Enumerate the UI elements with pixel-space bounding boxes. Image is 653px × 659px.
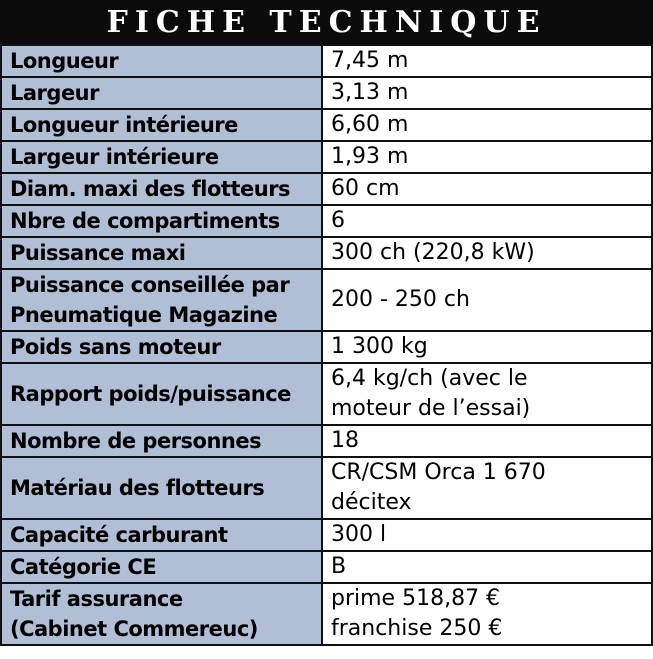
sheet-title: FICHE TECHNIQUE <box>0 0 653 44</box>
spec-value-cell <box>322 109 652 141</box>
spec-row <box>1 457 652 519</box>
spec-label-cell <box>1 77 322 109</box>
spec-label: Puissance conseillée par <box>10 273 290 297</box>
spec-value-cell <box>322 45 652 77</box>
spec-label-cell <box>1 237 322 269</box>
spec-label: Longueur intérieure <box>10 113 238 137</box>
spec-value: 3,13 m <box>331 80 409 105</box>
spec-value: décitex <box>331 490 412 515</box>
spec-label: Catégorie CE <box>10 555 157 579</box>
spec-label: Rapport poids/puissance <box>10 382 291 406</box>
spec-label-cell <box>1 583 322 645</box>
spec-value-cell <box>322 331 652 363</box>
spec-value: B <box>331 554 347 579</box>
spec-row <box>1 77 652 109</box>
spec-value: 7,45 m <box>331 48 409 73</box>
spec-value-cell <box>322 237 652 269</box>
spec-value-cell <box>322 551 652 583</box>
spec-label: Matériau des flotteurs <box>10 476 265 500</box>
spec-value-cell <box>322 77 652 109</box>
spec-label: Longueur <box>10 49 119 73</box>
spec-value: 60 cm <box>331 176 400 201</box>
spec-label: Poids sans moteur <box>10 335 221 359</box>
spec-value: franchise 250 € <box>331 616 503 641</box>
spec-label: Puissance maxi <box>10 241 186 265</box>
spec-row <box>1 109 652 141</box>
spec-row <box>1 237 652 269</box>
spec-value: 6,60 m <box>331 112 409 137</box>
spec-value-cell <box>322 583 652 645</box>
spec-row <box>1 173 652 205</box>
spec-label-cell <box>1 173 322 205</box>
spec-label: Capacité carburant <box>10 523 228 547</box>
spec-label: Pneumatique Magazine <box>10 303 278 327</box>
spec-table-body <box>1 45 652 645</box>
spec-label-cell <box>1 363 322 425</box>
spec-value-cell <box>322 425 652 457</box>
spec-label: Nombre de personnes <box>10 429 262 453</box>
spec-label: (Cabinet Commereuc) <box>10 617 258 641</box>
spec-row <box>1 269 652 331</box>
spec-row <box>1 583 652 645</box>
spec-row <box>1 551 652 583</box>
spec-row <box>1 363 652 425</box>
spec-value: 18 <box>331 428 359 453</box>
spec-label-cell <box>1 457 322 519</box>
spec-value-cell <box>322 519 652 551</box>
spec-label-cell <box>1 519 322 551</box>
spec-value: 6,4 kg/ch (avec le <box>331 366 528 391</box>
spec-row <box>1 331 652 363</box>
spec-label-cell <box>1 141 322 173</box>
spec-row <box>1 205 652 237</box>
spec-label-cell <box>1 269 322 331</box>
spec-label-cell <box>1 109 322 141</box>
spec-value-cell <box>322 269 652 331</box>
spec-value: prime 518,87 € <box>331 586 501 611</box>
spec-row <box>1 519 652 551</box>
spec-label: Largeur intérieure <box>10 145 219 169</box>
spec-value-cell <box>322 457 652 519</box>
spec-value: 300 l <box>331 522 387 547</box>
spec-label-cell <box>1 205 322 237</box>
spec-label-cell <box>1 45 322 77</box>
spec-value: 1 300 kg <box>331 334 428 359</box>
spec-value: 1,93 m <box>331 144 409 169</box>
spec-row <box>1 45 652 77</box>
spec-value: 6 <box>331 208 345 233</box>
spec-label: Diam. maxi des flotteurs <box>10 177 291 201</box>
spec-row <box>1 141 652 173</box>
spec-value-cell <box>322 363 652 425</box>
spec-value: 300 ch (220,8 kW) <box>331 240 535 265</box>
spec-label: Largeur <box>10 81 99 105</box>
spec-value-cell <box>322 141 652 173</box>
spec-value-cell <box>322 173 652 205</box>
spec-label: Tarif assurance <box>10 587 183 611</box>
spec-row <box>1 425 652 457</box>
spec-value-cell <box>322 205 652 237</box>
spec-value: 200 - 250 ch <box>331 287 470 312</box>
spec-value: CR/CSM Orca 1 670 <box>331 460 546 485</box>
spec-label: Nbre de compartiments <box>10 209 280 233</box>
spec-label-cell <box>1 331 322 363</box>
spec-table <box>0 44 653 646</box>
spec-value: moteur de l’essai) <box>331 396 531 421</box>
spec-label-cell <box>1 551 322 583</box>
spec-label-cell <box>1 425 322 457</box>
